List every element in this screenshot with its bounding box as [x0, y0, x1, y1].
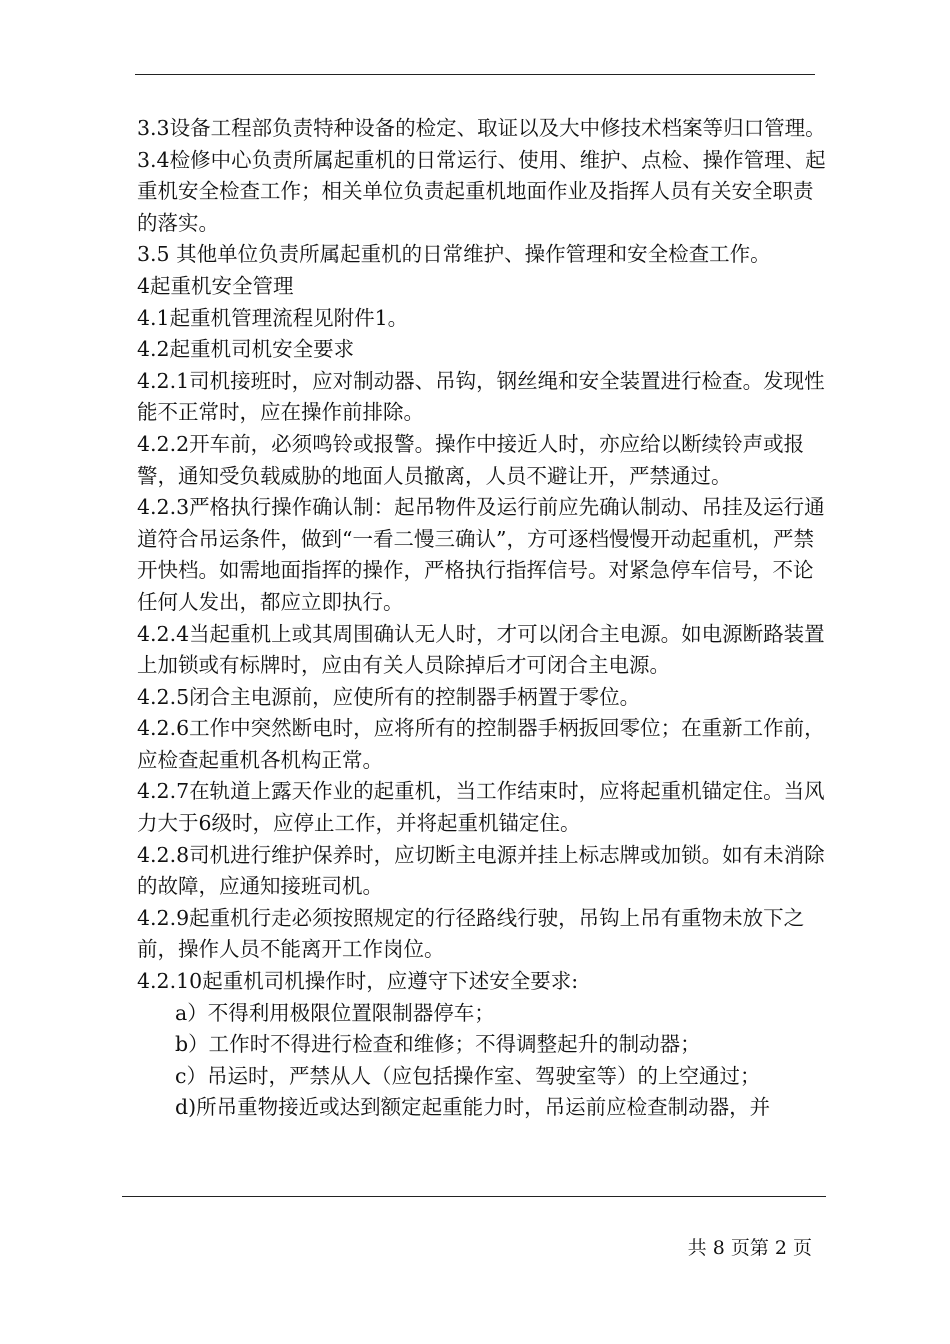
- paragraph-4-2-3: 4.2.3严格执行操作确认制：起吊物件及运行前应先确认制动、吊挂及运行通道符合吊运条件，做到“一看二慢三确认”，方可逐档慢慢开动起重机，严禁开快档。如需地面指挥的操作，严格执行指挥信号。对紧急停车信号，不论任何人发出，都应立即执行。: [137, 495, 825, 614]
- paragraph-4-2-2: 4.2.2开车前，必须鸣铃或报警。操作中接近人时，亦应给以断续铃声或报警，通知受负载威胁的地面人员撤离，人员不避让开，严禁通过。: [137, 431, 805, 488]
- paragraph-3-4: 3.4检修中心负责所属起重机的日常运行、使用、维护、点检、操作管理、起重机安全检查工作；相关单位负责起重机地面作业及指挥人员有关安全职责的落实。: [137, 147, 826, 235]
- list-item-c: c）吊运时，严禁从人（应包括操作室、驾驶室等）的上空通过；: [175, 1063, 761, 1088]
- list-item-d: d)所吊重物接近或达到额定起重能力时，吊运前应检查制动器，并: [175, 1095, 771, 1120]
- paragraph-3-5: 3.5 其他单位负责所属起重机的日常维护、操作管理和安全检查工作。: [137, 242, 771, 267]
- paragraph-4-2-7: 4.2.7在轨道上露天作业的起重机，当工作结束时，应将起重机锚定住。当风力大于6级时，应停止工作，并将起重机锚定住。: [137, 779, 825, 836]
- paragraph-4-2-1: 4.2.1司机接班时，应对制动器、吊钩，钢丝绳和安全装置进行检查。发现性能不正常时，应在操作前排除。: [137, 368, 825, 425]
- list-item-a: a）不得利用极限位置限制器停车；: [175, 1000, 495, 1025]
- footer-rule: [122, 1196, 826, 1197]
- paragraph-4-2-10: 4.2.10起重机司机操作时，应遵守下述安全要求:: [137, 969, 579, 994]
- header-rule: [135, 74, 815, 75]
- section-heading-4-2: 4.2起重机司机安全要求: [137, 337, 355, 362]
- list-item-b: b）工作时不得进行检查和维修；不得调整起升的制动器；: [175, 1032, 701, 1057]
- page-number: 共 8 页第 2 页: [687, 1237, 812, 1259]
- paragraph-4-2-4: 4.2.4当起重机上或其周围确认无人时，才可以闭合主电源。如电源断路装置上加锁或有标牌时，应由有关人员除掉后才可闭合主电源。: [137, 621, 825, 678]
- paragraph-4-2-9: 4.2.9起重机行走必须按照规定的行径路线行驶，吊钩上吊有重物未放下之前，操作人员不能离开工作岗位。: [137, 905, 805, 962]
- paragraph-4-2-5: 4.2.5闭合主电源前，应使所有的控制器手柄置于零位。: [137, 684, 641, 709]
- paragraph-4-2-6: 4.2.6工作中突然断电时，应将所有的控制器手柄扳回零位；在重新工作前，应检查起重机各机构正常。: [137, 716, 825, 772]
- document-body: [137, 113, 827, 1124]
- section-heading-4: 4起重机安全管理: [137, 273, 294, 298]
- paragraph-3-3: 3.3设备工程部负责特种设备的检定、取证以及大中修技术档案等归口管理。: [137, 116, 826, 140]
- paragraph-4-2-8: 4.2.8司机进行维护保养时，应切断主电源并挂上标志牌或加锁。如有未消除的故障，应通知接班司机。: [137, 842, 825, 899]
- paragraph-4-1: 4.1起重机管理流程见附件1。: [137, 305, 409, 330]
